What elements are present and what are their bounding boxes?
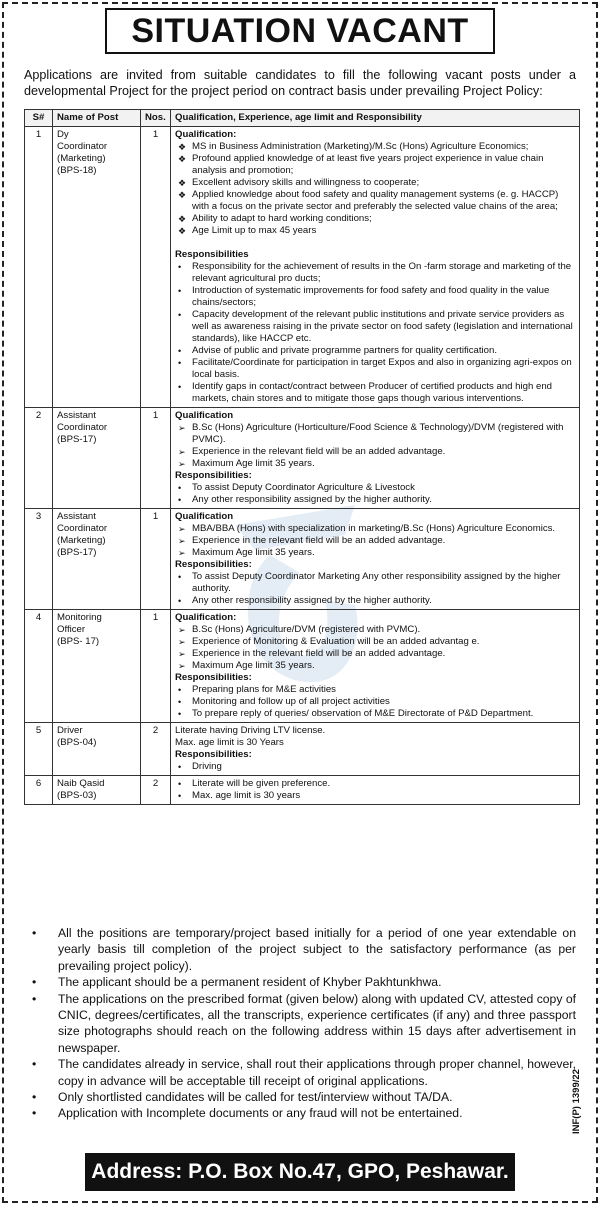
row-post-name (53, 723, 141, 776)
post-name-line: (Marketing) (57, 153, 106, 164)
bullet-icon: • (178, 572, 182, 582)
row-serial-number: 3 (25, 509, 53, 610)
plain-line: Max. age limit is 30 Years (175, 737, 284, 748)
note-text: The applications on the prescribed format (given below) along with updated CV, attested copy of CNIC, degrees/certificates, all the transcripts, experience certificates (if any) and three passport size photographs should reach on the following address within 15 days after advertisement in newspaper. (58, 991, 576, 1055)
list-item (175, 494, 575, 506)
bullet-icon: ❖ (178, 154, 187, 164)
list-item-text: To assist Deputy Coordinator Agriculture & Livestock (192, 482, 415, 493)
bullet-icon: • (178, 262, 182, 272)
bullet-icon: ➢ (178, 649, 186, 659)
row-qualification (171, 509, 580, 610)
note-text: All the positions are temporary/project based initially for a period of one year extendable on yearly basis till completion of the project subject to the satisfactory performance (as per prevailing project policy). (58, 926, 576, 973)
post-name-line: (BPS-03) (57, 790, 97, 801)
list-item (175, 648, 575, 660)
list-item (175, 636, 575, 648)
row-post-name (53, 408, 141, 509)
row-number-of-posts: 1 (141, 408, 171, 509)
list-item (175, 547, 575, 559)
posts-table (24, 109, 580, 805)
section-list (175, 261, 575, 405)
post-name-line: Naib Qasid (57, 778, 105, 789)
list-item-text: To prepare reply of queries/ observation of M&E Directorate of P&D Department. (192, 708, 534, 719)
bullet-icon: • (178, 762, 182, 772)
intro-paragraph: Applications are invited from suitable candidates to fill the following vacant posts under a developmental Project for the project period on contract basis under prevailing Project Policy: (24, 68, 576, 98)
note-item (28, 925, 576, 974)
bullet-icon: • (32, 975, 37, 990)
bullet-icon: ➢ (178, 423, 186, 433)
list-item-text: Facilitate/Coordinate for participation in target Expos and also in organizing agri-expos on local basis. (192, 357, 572, 380)
header-qualification: Qualification, Experience, age limit and Responsibility (171, 110, 580, 127)
list-item-text: Literate will be given preference. (192, 778, 331, 789)
list-item (175, 177, 575, 189)
header-nos: Nos. (141, 110, 171, 127)
section-heading: Responsibilities: (175, 559, 252, 570)
header-post: Name of Post (53, 110, 141, 127)
section-heading: Qualification (175, 511, 234, 522)
section-list (175, 482, 575, 506)
row-qualification (171, 408, 580, 509)
list-item (175, 535, 575, 547)
row-qualification (171, 776, 580, 805)
note-item (28, 1089, 576, 1105)
bullet-icon: • (178, 382, 182, 392)
page-title: SITUATION VACANT (105, 8, 495, 54)
section-list (175, 422, 575, 470)
list-item (175, 684, 575, 696)
list-item (175, 213, 575, 225)
list-item-text: Experience of Monitoring & Evaluation will be an added advantag e. (192, 636, 480, 647)
bullet-icon: ➢ (178, 625, 186, 635)
list-item-text: Any other responsibility assigned by the higher authority. (192, 595, 432, 606)
bullet-icon: ➢ (178, 637, 186, 647)
note-text: The applicant should be a permanent resident of Khyber Pakhtunkhwa. (58, 975, 442, 990)
bullet-icon: • (178, 495, 182, 505)
row-serial-number: 4 (25, 610, 53, 723)
section-list (175, 684, 575, 720)
post-name-line: Dy (57, 129, 69, 140)
bullet-icon: ➢ (178, 524, 186, 534)
list-item-text: Capacity development of the relevant public institutions and private service providers as well as awareness raising in the private sector on food safety (legislation and international standards), like HACCP etc. (192, 309, 573, 344)
list-item (175, 309, 575, 345)
list-item (175, 482, 575, 494)
post-name-line: (BPS-17) (57, 434, 97, 445)
row-post-name (53, 776, 141, 805)
list-item (175, 261, 575, 285)
table-row (25, 610, 580, 723)
table-row (25, 509, 580, 610)
bullet-icon: ❖ (178, 214, 187, 224)
note-text: Only shortlisted candidates will be called for test/interview without TA/DA. (58, 1090, 453, 1105)
list-item-text: Maximum Age limit 35 years. (192, 458, 315, 469)
bullet-icon: • (32, 1106, 37, 1121)
header-sno: S# (25, 110, 53, 127)
list-item (175, 458, 575, 470)
bullet-icon: • (178, 779, 182, 789)
row-number-of-posts: 2 (141, 776, 171, 805)
bullet-icon: ➢ (178, 661, 186, 671)
list-item-text: Ability to adapt to hard working conditions; (192, 213, 372, 224)
table-row (25, 776, 580, 805)
post-name-line: Assistant (57, 410, 96, 421)
post-name-line: (BPS-17) (57, 547, 97, 558)
post-name-line: Driver (57, 725, 83, 736)
row-qualification (171, 610, 580, 723)
bullet-icon: ❖ (178, 178, 187, 188)
list-item-text: Experience in the relevant field will be an added advantage. (192, 446, 446, 457)
note-text: The candidates already in service, shall rout their applications through proper channel, however, copy in advance will be acceptable till receipt of original applications. (58, 1057, 576, 1088)
bullet-icon: ❖ (178, 190, 187, 200)
bullet-icon: • (178, 286, 182, 296)
list-item-text: Driving (192, 761, 222, 772)
row-number-of-posts: 2 (141, 723, 171, 776)
row-number-of-posts: 1 (141, 127, 171, 408)
address-banner: Address: P.O. Box No.47, GPO, Peshawar. (85, 1153, 515, 1191)
post-name-line: (BPS- 17) (57, 636, 100, 647)
list-item-text: Experience in the relevant field will be an added advantage. (192, 648, 446, 659)
list-item (175, 595, 575, 607)
post-name-line: Officer (57, 624, 86, 635)
list-item (175, 422, 575, 446)
post-name-line: (BPS-18) (57, 165, 97, 176)
section-list (175, 571, 575, 607)
section-list (175, 778, 575, 802)
list-item-text: Maximum Age limit 35 years. (192, 547, 315, 558)
list-item-text: Experience in the relevant field will be an added advantage. (192, 535, 446, 546)
list-item (175, 141, 575, 153)
list-item (175, 708, 575, 720)
list-item (175, 446, 575, 458)
post-name-line: (Marketing) (57, 535, 106, 546)
section-heading: Responsibilities: (175, 470, 252, 481)
section-list (175, 761, 575, 773)
note-text: Application with Incomplete documents or any fraud will not be entertained. (58, 1106, 463, 1121)
bullet-icon: • (178, 346, 182, 356)
list-item-text: B.Sc (Hons) Agriculture/DVM (registered with PVMC). (192, 624, 421, 635)
bullet-icon: • (32, 926, 37, 940)
section-list (175, 141, 575, 237)
section-spacer (175, 237, 575, 249)
table-row (25, 408, 580, 509)
post-name-line: (BPS-04) (57, 737, 97, 748)
bullet-icon: • (32, 1057, 37, 1072)
list-item-text: Responsibility for the achievement of results in the On -farm storage and marketing of the relevant agricultural pro ducts; (192, 261, 572, 284)
row-serial-number: 6 (25, 776, 53, 805)
plain-line: Literate having Driving LTV license. (175, 725, 326, 736)
section-heading: Qualification: (175, 129, 237, 140)
post-name-line: Coordinator (57, 422, 108, 433)
bullet-icon: • (178, 791, 182, 801)
list-item (175, 778, 575, 790)
list-item (175, 285, 575, 309)
bullet-icon: • (32, 1090, 37, 1105)
bullet-icon: • (178, 709, 182, 719)
post-name-line: Coordinator (57, 523, 108, 534)
bullet-icon: • (178, 685, 182, 695)
row-serial-number: 2 (25, 408, 53, 509)
list-item-text: Maximum Age limit 35 years. (192, 660, 315, 671)
bullet-icon: ➢ (178, 548, 186, 558)
section-list (175, 624, 575, 672)
note-item (28, 991, 576, 1057)
bullet-icon: • (178, 310, 182, 320)
post-name-line: Monitoring (57, 612, 102, 623)
bullet-icon: • (178, 697, 182, 707)
reference-number: INF(P) 1399/22 (571, 1069, 582, 1134)
list-item (175, 660, 575, 672)
list-item (175, 225, 575, 237)
row-serial-number: 1 (25, 127, 53, 408)
bullet-icon: • (178, 358, 182, 368)
row-serial-number: 5 (25, 723, 53, 776)
table-header-row (25, 110, 580, 127)
post-name-line: Assistant (57, 511, 96, 522)
list-item-text: Introduction of systematic improvements for food safety and food quality in the value chains/sectors; (192, 285, 550, 308)
row-number-of-posts: 1 (141, 509, 171, 610)
list-item-text: Advise of public and private programme partners for quality certification. (192, 345, 498, 356)
list-item-text: Excellent advisory skills and willingness to cooperate; (192, 177, 420, 188)
list-item-text: Monitoring and follow up of all project activities (192, 696, 390, 707)
list-item-text: Age Limit up to max 45 years (192, 225, 317, 236)
list-item-text: MS in Business Administration (Marketing)/M.Sc (Hons) Agriculture Economics; (192, 141, 529, 152)
list-item-text: Any other responsibility assigned by the higher authority. (192, 494, 432, 505)
row-post-name (53, 127, 141, 408)
list-item (175, 357, 575, 381)
bullet-icon: ❖ (178, 226, 187, 236)
row-qualification (171, 723, 580, 776)
list-item (175, 624, 575, 636)
table-row (25, 127, 580, 408)
list-item-text: Max. age limit is 30 years (192, 790, 301, 801)
section-heading: Responsibilities (175, 249, 249, 260)
note-item (28, 1056, 576, 1089)
bullet-icon: ❖ (178, 142, 187, 152)
table-row (25, 723, 580, 776)
list-item (175, 189, 575, 213)
bullet-icon: • (178, 596, 182, 606)
list-item (175, 696, 575, 708)
bullet-icon: ➢ (178, 536, 186, 546)
list-item-text: Applied knowledge about food safety and quality management systems (e. g. HACCP) with a focus on the private sector and preferably the selected value chains of the area; (192, 189, 559, 212)
list-item (175, 790, 575, 802)
list-item-text: B.Sc (Hons) Agriculture (Horticulture/Food Science & Technology)/DVM (registered with PVMC). (192, 422, 564, 445)
list-item (175, 571, 575, 595)
list-item-text: Identify gaps in contact/contract between Producer of certified products and high end markets, chain stores and to mitigate those gaps though various interventions. (192, 381, 552, 404)
list-item (175, 523, 575, 535)
section-heading: Qualification (175, 410, 234, 421)
section-heading: Responsibilities: (175, 672, 252, 683)
list-item (175, 153, 575, 177)
list-item (175, 381, 575, 405)
note-item (28, 1105, 576, 1121)
bullet-icon: ➢ (178, 447, 186, 457)
note-item (28, 974, 576, 990)
list-item (175, 345, 575, 357)
section-heading: Qualification: (175, 612, 237, 623)
row-number-of-posts: 1 (141, 610, 171, 723)
bullet-icon: • (32, 991, 37, 1006)
row-post-name (53, 509, 141, 610)
row-qualification (171, 127, 580, 408)
bullet-icon: • (178, 483, 182, 493)
post-name-line: Coordinator (57, 141, 108, 152)
list-item-text: To assist Deputy Coordinator Marketing Any other responsibility assigned by the higher authority. (192, 571, 561, 594)
list-item-text: Preparing plans for M&E activities (192, 684, 336, 695)
list-item-text: MBA/BBA (Hons) with specialization in marketing/B.Sc (Hons) Agriculture Economics. (192, 523, 556, 534)
notes-list (28, 925, 576, 1122)
list-item-text: Profound applied knowledge of at least five years project experience in value chain analysis and promotion; (192, 153, 544, 176)
list-item (175, 761, 575, 773)
section-heading: Responsibilities: (175, 749, 252, 760)
section-list (175, 523, 575, 559)
bullet-icon: ➢ (178, 459, 186, 469)
row-post-name (53, 610, 141, 723)
